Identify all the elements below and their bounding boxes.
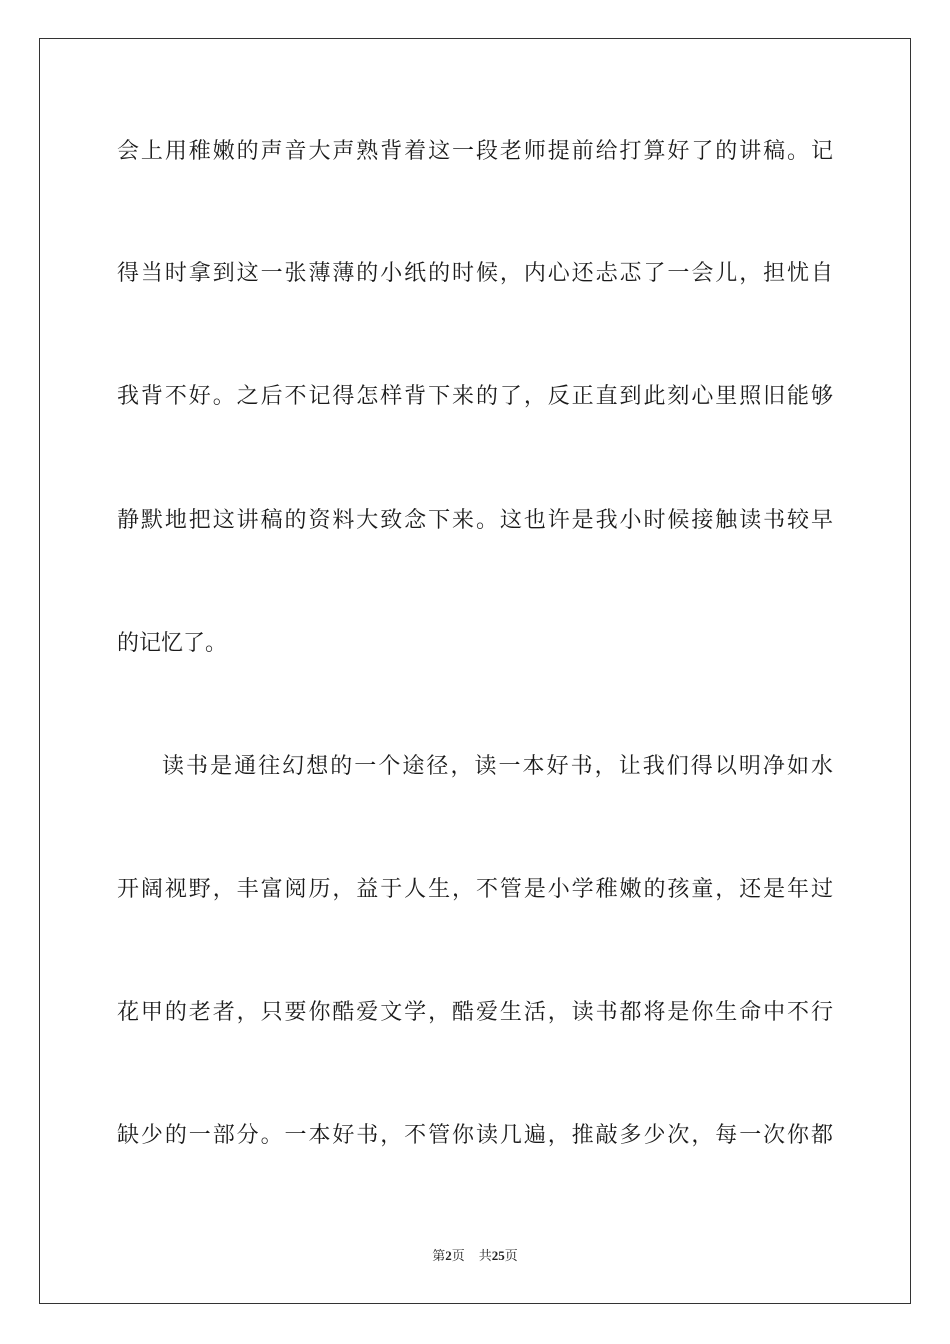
total-suffix: 页 — [504, 1249, 518, 1264]
page-footer — [0, 1247, 950, 1266]
text-line: 花甲的老者，只要你酷爱文学，酷爱生活，读书都将是你生命中不行 — [117, 1000, 833, 1025]
total-pages: 25 — [491, 1248, 505, 1263]
text-line: 的记忆了。 — [117, 631, 228, 656]
text-line: 静默地把这讲稿的资料大致念下来。这也许是我小时候接触读书较早 — [117, 508, 833, 533]
text-line: 得当时拿到这一张薄薄的小纸的时候，内心还忐忑了一会儿，担忧自 — [117, 261, 833, 286]
page-suffix: 页 — [451, 1249, 465, 1264]
text-line-indented: 读书是通往幻想的一个途径，读一本好书，让我们得以明净如水 — [162, 754, 833, 779]
text-line: 缺少的一部分。一本好书，不管你读几遍，推敲多少次，每一次你都 — [117, 1123, 833, 1148]
page-number: 2 — [445, 1248, 452, 1263]
text-line: 会上用稚嫩的声音大声熟背着这一段老师提前给打算好了的讲稿。记 — [117, 139, 833, 164]
page-border — [39, 38, 911, 1304]
total-prefix: 共 — [478, 1249, 492, 1264]
text-line: 开阔视野，丰富阅历，益于人生，不管是小学稚嫩的孩童，还是年过 — [117, 877, 833, 902]
page-prefix: 第 — [432, 1249, 446, 1264]
text-line: 我背不好。之后不记得怎样背下来的了，反正直到此刻心里照旧能够 — [117, 384, 833, 409]
